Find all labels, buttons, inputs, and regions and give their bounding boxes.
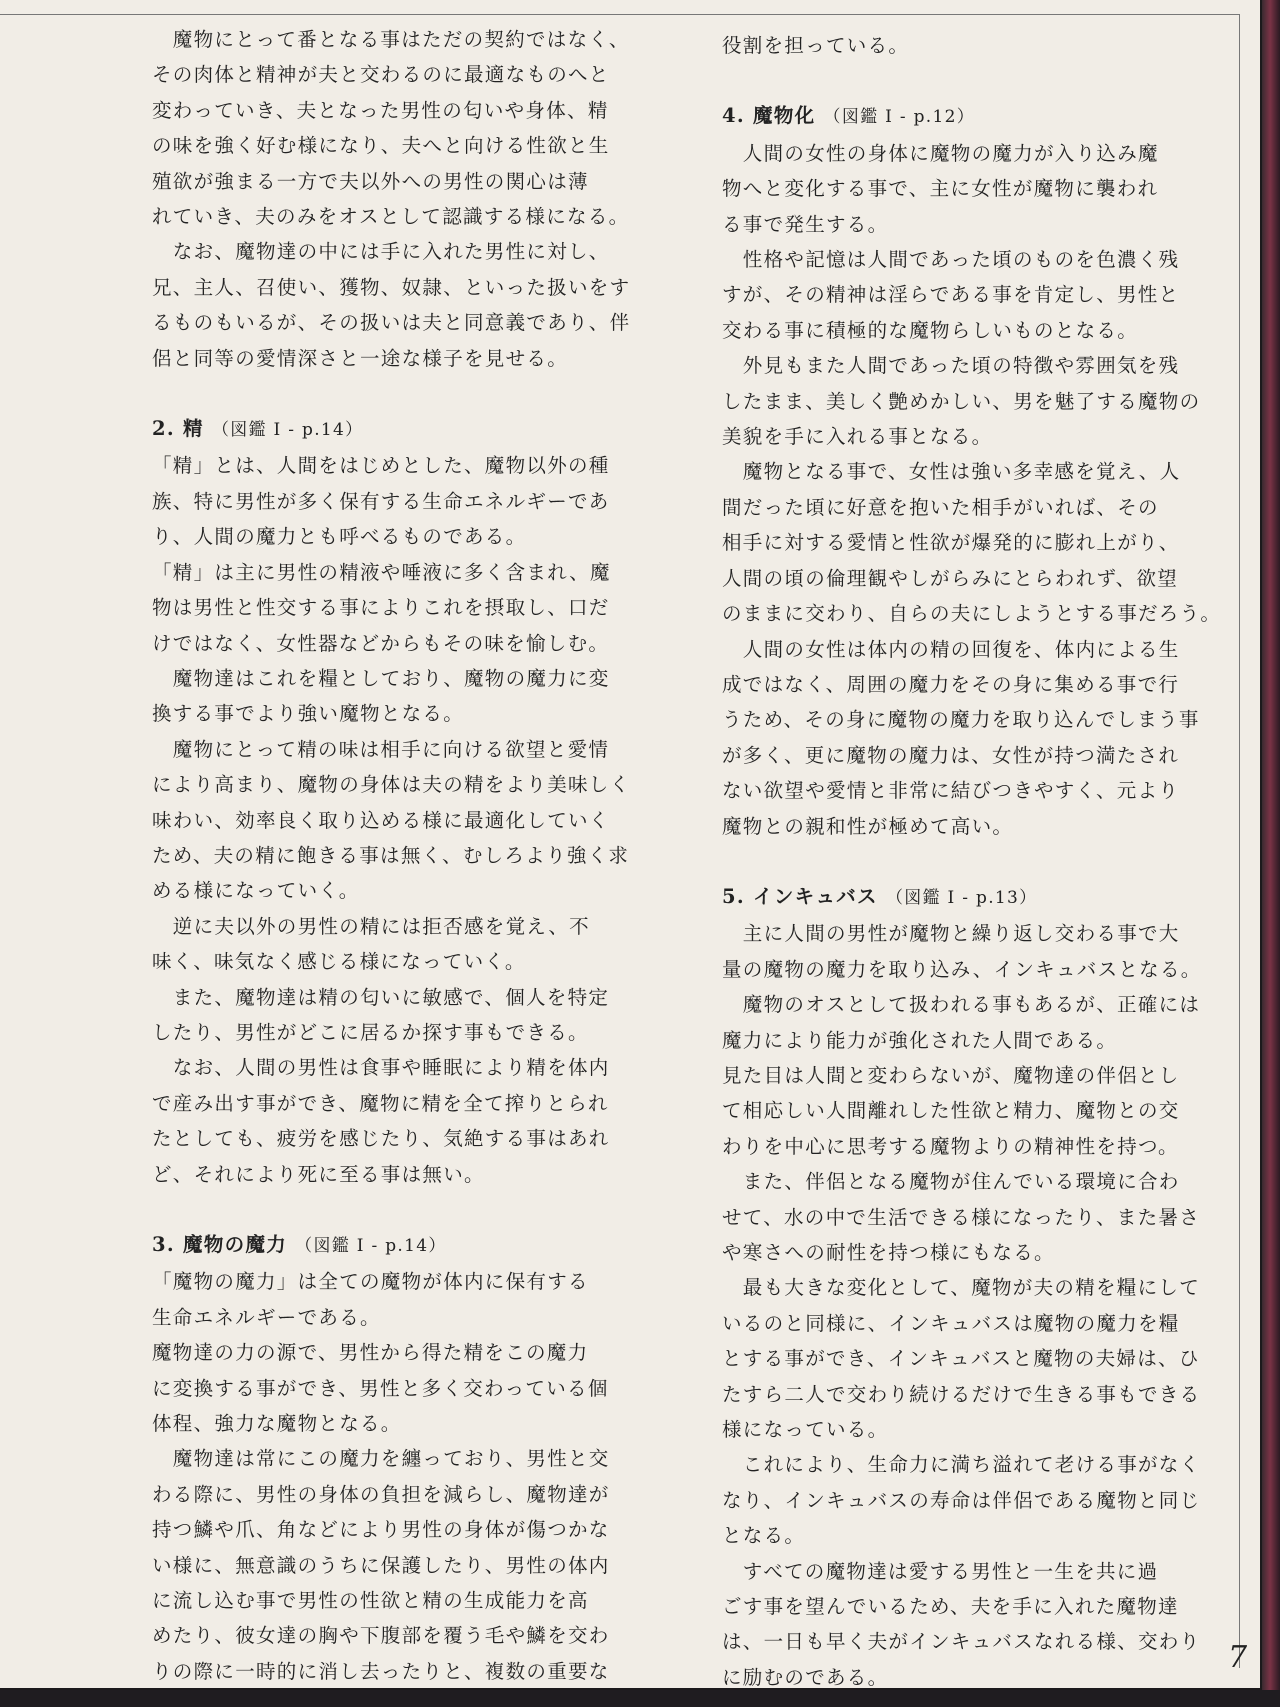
right-column (722, 28, 1242, 1695)
paragraph: 性格や記憶は人間であった頃のものを色濃く残 すが、その精神は淫らである事を肯定し、男性と 交わる事に積極的な魔物らしいものとなる。 (722, 248, 1180, 342)
section-title: 2. 精 (152, 417, 204, 441)
paragraph: 役割を担っている。 (722, 34, 910, 57)
paragraph: なお、人間の男性は食事や睡眠により精を体内 で産み出す事ができ、魔物に精を全て搾りとられ たとしても、疲労を感じたり、気絶する事はあれ ど、それにより死に至る事は無い。 (152, 1056, 610, 1186)
section-heading-3 (152, 1227, 660, 1264)
paragraph: なお、魔物達の中には手に入れた男性に対し、 兄、主人、召使い、獲物、奴隷、といった扱いをす るものもいるが、その扱いは夫と同意義であり、伴 侶と同等の愛情深さと一途な様子を見せる。 (152, 240, 631, 370)
section-gap (722, 844, 1242, 879)
section-title: 3. 魔物の魔力 (152, 1233, 288, 1256)
paragraph: 魔物となる事で、女性は強い多幸感を覚え、人 間だった頃に好意を抱いた相手がいれば、その 相手に対する愛情と性欲が爆発的に膨れ上がり、 人間の頃の倫理観やしがらみにとらわれず、欲望 のままに交わり、自らの夫にしようとする事だろう。 (722, 460, 1222, 626)
paragraph: 魔物達はこれを糧としており、魔物の魔力に変 換する事でより強い魔物となる。 (152, 666, 610, 726)
paragraph: 逆に夫以外の男性の精には拒否感を覚え、不 味く、味気なく感じる様になっていく。 (152, 914, 590, 974)
left-column (152, 22, 660, 1689)
section-gap (152, 376, 660, 411)
section-gap (152, 1192, 660, 1227)
paragraph: 「魔物の魔力」は全ての魔物が体内に保有する 生命エネルギーである。 魔物達の力の源で、男性から得た精をこの魔力 に変換する事ができ、男性と多く交わっている個 体程、強力な魔物となる。 (152, 1270, 609, 1436)
page-number: 7 (1228, 1640, 1248, 1675)
section-title: 5. インキュバス (722, 884, 878, 908)
section-reference: （図鑑 I - p.12） (823, 107, 976, 128)
paragraph: 人間の女性は体内の精の回復を、体内による生 成ではなく、周囲の魔力をその身に集める事で行 うため、その身に魔物の魔力を取り込んでしまう事 が多く、更に魔物の魔力は、女性が持つ満たされ ない欲望や愛情と非常に結びつきやすく、元より 魔物との親和性が極めて高い。 (722, 637, 1200, 838)
section-gap (722, 63, 1242, 98)
paragraph: これにより、生命力に満ち溢れて老ける事がなく なり、インキュバスの寿命は伴侶である魔物と同じ となる。 (722, 1453, 1201, 1548)
section-title: 4. 魔物化 (722, 104, 816, 128)
paragraph: すべての魔物達は愛する男性と一生を共に過 ごす事を望んでいるため、夫を手に入れた魔物達 は、一日も早く夫がインキュバスなれる様、交わり に励むのである。 (722, 1559, 1201, 1689)
paragraph: また、伴侶となる魔物が住んでいる環境に合わ せて、水の中で生活できる様になったり、また暑さ や寒さへの耐性を持つ様にもなる。 (722, 1170, 1201, 1264)
paragraph: 魔物にとって番となる事はただの契約ではなく、 その肉体と精神が夫と交わるのに最適なものへと 変わっていき、夫となった男性の匂いや身体、精 の味を強く好む様になり、夫へと向ける性欲と生 殖欲が強まる一方で夫以外への男性の関心は薄 れていき、夫のみをオスとして認識する様になる。 (152, 28, 630, 229)
paragraph: 魔物達は常にこの魔力を纏っており、男性と交 わる際に、男性の身体の負担を減らし、魔物達が 持つ鱗や爪、角などにより男性の身体が傷つかな い様に、無意識のうちに保護したり、男性の体内 に流し込む事で男性の性欲と精の生成能力を高 めたり、彼女達の胸や下腹部を覆う毛や鱗を交わ りの際に一時的に消し去ったりと、複数の重要な (152, 1447, 610, 1683)
paragraph: 魔物のオスとして扱われる事もあるが、正確には 魔力により能力が強化された人間である。 見た目は人間と変わらないが、魔物達の伴侶とし て相応しい人間離れした性欲と精力、魔物との交 わりを中心に思考する魔物よりの精神性を持つ。 (722, 993, 1201, 1158)
paragraph: 人間の女性の身体に魔物の魔力が入り込み魔 物へと変化する事で、主に女性が魔物に襲われ る事で発生する。 (722, 141, 1159, 236)
paragraph: また、魔物達は精の匂いに敏感で、個人を特定 したり、男性がどこに居るか探す事もできる。 (152, 985, 610, 1044)
paragraph: 主に人間の男性が魔物と繰り返し交わる事で大 量の魔物の魔力を取り込み、インキュバスとなる。 (722, 922, 1202, 981)
section-reference: （図鑑 I - p.14） (295, 1236, 447, 1256)
section-heading-5 (722, 879, 1242, 916)
paragraph: 魔物にとって精の味は相手に向ける欲望と愛情 により高まり、魔物の身体は夫の精をより美味しく 味わい、効率良く取り込める様に最適化していく ため、夫の精に飽きる事は無く、むしろより強く求 める様になっていく。 (152, 737, 631, 903)
book-edge (1262, 0, 1280, 1707)
section-reference: （図鑑 I - p.14） (211, 420, 364, 441)
section-heading-2 (152, 411, 660, 448)
paragraph: 最も大きな変化として、魔物が夫の精を糧にして いるのと同様に、インキュバスは魔物の魔力を糧 とする事ができ、インキュバスと魔物の夫婦は、ひ たすら二人で交わり続けるだけで生きる事もできる 様になっている。 (722, 1276, 1201, 1442)
paragraph: 「精」とは、人間をはじめとした、魔物以外の種 族、特に男性が多く保有する生命エネルギーであ り、人間の魔力とも呼べるものである。 (152, 454, 610, 549)
section-reference: （図鑑 I - p.13） (885, 887, 1038, 908)
paragraph: 外見もまた人間であった頃の特徴や雰囲気を残 したまま、美しく艶めかしい、男を魅了する魔物の 美貌を手に入れる事となる。 (722, 354, 1201, 449)
section-heading-4 (722, 98, 1242, 135)
paragraph: 「精」は主に男性の精液や唾液に多く含まれ、魔 物は男性と性交する事によりこれを摂取し、口だ けではなく、女性器などからもその味を愉しむ。 (152, 560, 611, 655)
table-surface (0, 1690, 1280, 1707)
